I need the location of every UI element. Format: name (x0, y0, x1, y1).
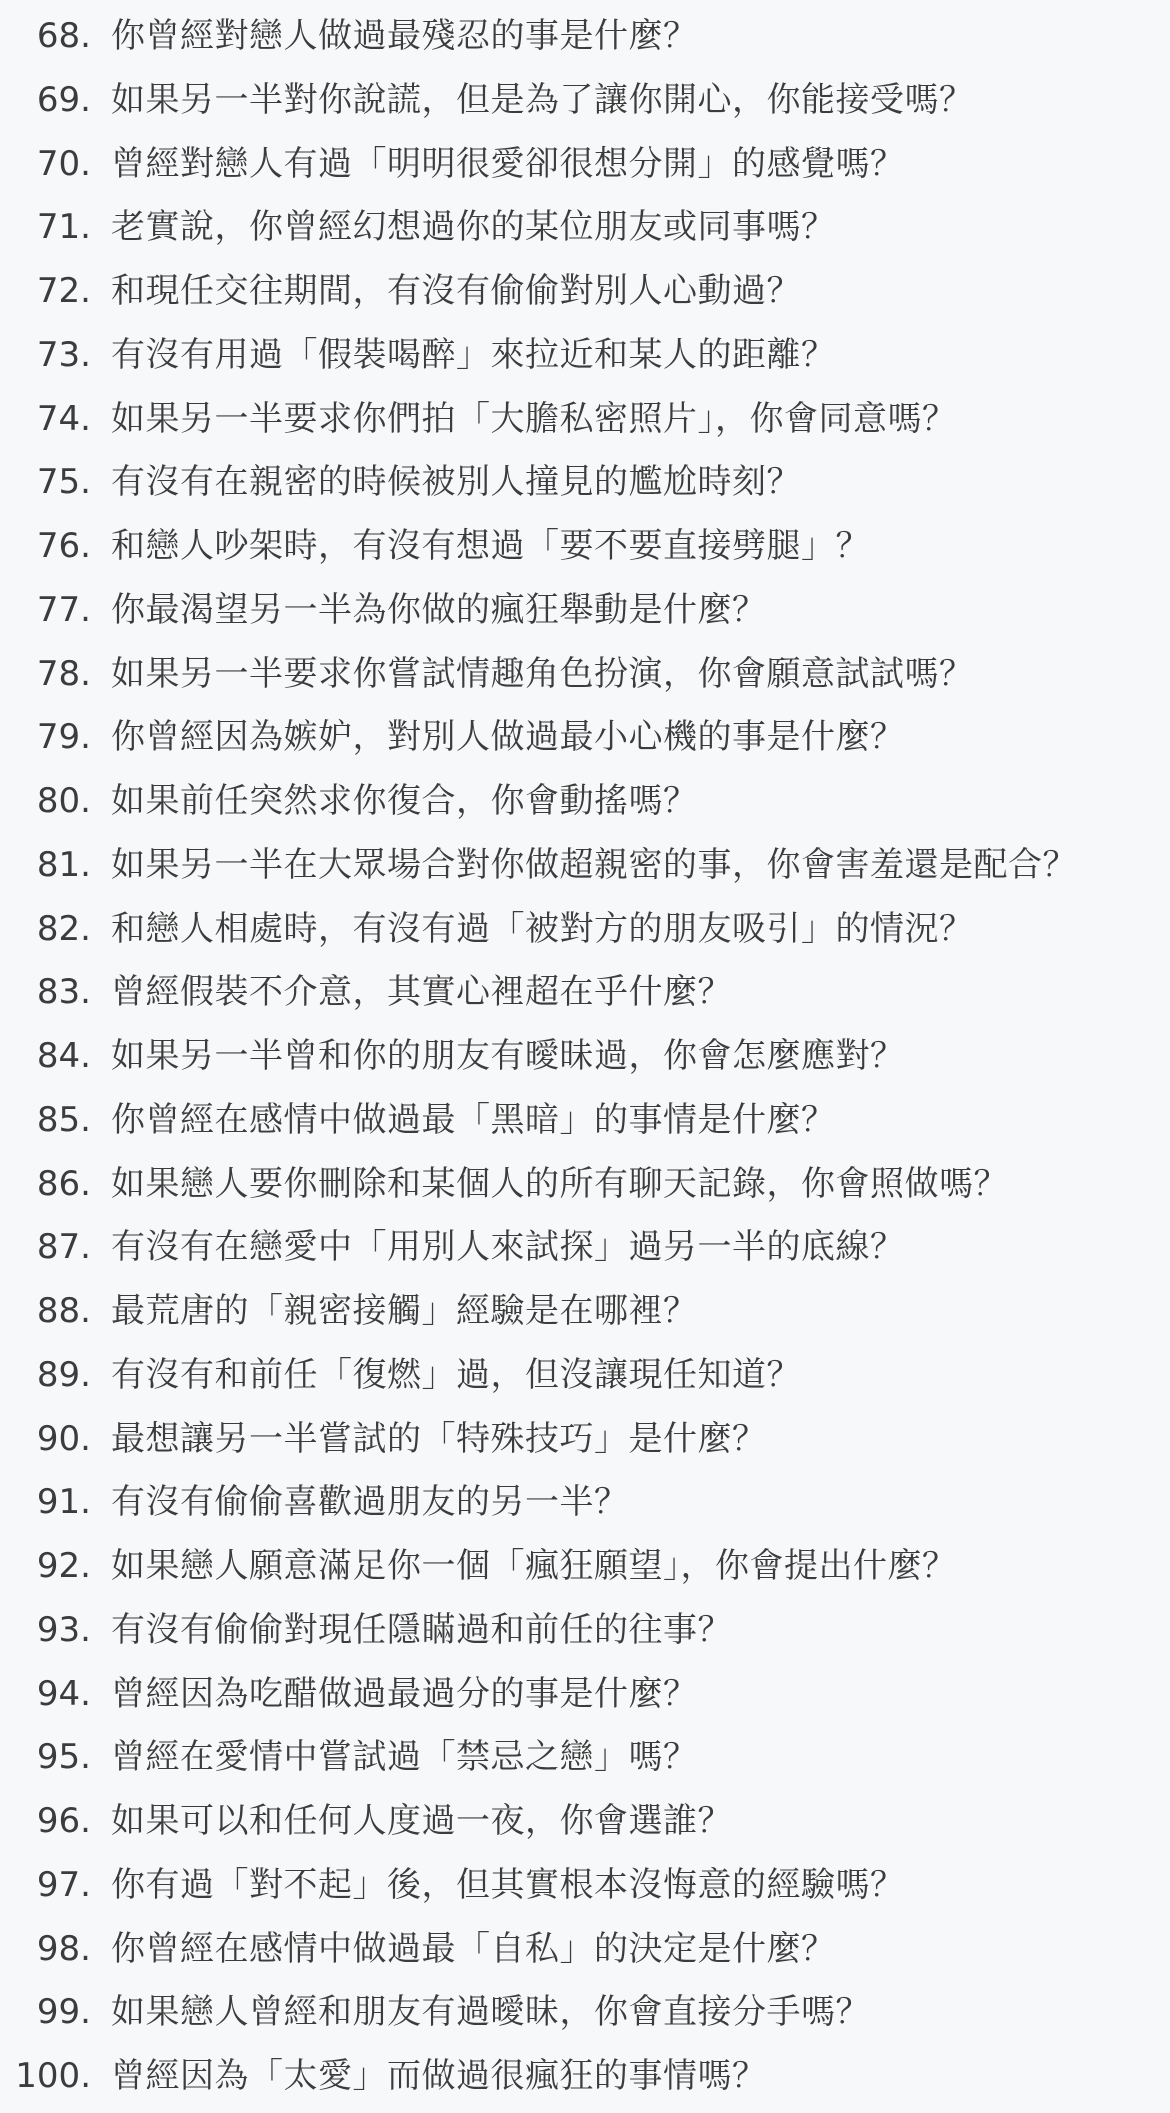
list-item (0, 1981, 1170, 2045)
list-item (0, 1599, 1170, 1663)
list-item (0, 324, 1170, 388)
item-text: 如果另一半在大眾場合對你做超親密的事，你會害羞還是配合？ (111, 844, 1077, 885)
item-number: 98. (36, 1928, 91, 1969)
item-number: 79. (36, 717, 91, 758)
list-item (0, 1025, 1170, 1089)
item-text: 有沒有和前任「復燃」過，但沒讓現任知道？ (111, 1354, 801, 1395)
list-item (0, 5, 1170, 69)
item-number: 92. (36, 1546, 91, 1586)
item-text: 如果戀人願意滿足你一個「瘋狂願望」，你會提出什麼？ (111, 1546, 957, 1586)
list-item (0, 69, 1170, 133)
item-text: 和現任交往期間，有沒有偷偷對別人心動過？ (111, 271, 801, 311)
item-text: 曾經在愛情中嘗試過「禁忌之戀」嗎？ (111, 1737, 698, 1778)
list-item (0, 1918, 1170, 1982)
list-item (0, 388, 1170, 452)
item-number: 82. (36, 908, 91, 949)
list-item (0, 1663, 1170, 1727)
list-item (0, 1471, 1170, 1535)
item-number: 89. (36, 1354, 91, 1395)
list-item (0, 643, 1170, 707)
item-text: 你曾經因為嫉妒，對別人做過最小心機的事是什麼？ (111, 717, 905, 758)
item-number: 75. (36, 462, 91, 503)
item-number: 76. (36, 526, 91, 566)
item-number: 81. (36, 844, 91, 885)
list-item (0, 770, 1170, 834)
list-item (0, 898, 1170, 962)
item-text: 有沒有用過「假裝喝醉」來拉近和某人的距離？ (111, 334, 836, 375)
item-text: 你曾經在感情中做過最「黑暗」的事情是什麼？ (111, 1099, 836, 1140)
item-number: 91. (36, 1482, 91, 1523)
item-text: 和戀人相處時，有沒有過「被對方的朋友吸引」的情況？ (111, 908, 974, 949)
list-item (0, 451, 1170, 515)
list-item (0, 1089, 1170, 1153)
item-number: 77. (36, 589, 91, 630)
item-number: 93. (36, 1609, 91, 1650)
item-number: 87. (36, 1227, 91, 1268)
item-text: 如果另一半曾和你的朋友有曖昧過，你會怎麼應對？ (111, 1036, 905, 1076)
item-number: 100. (15, 2056, 91, 2096)
item-number: 68. (36, 16, 91, 56)
list-item (0, 196, 1170, 260)
item-number: 96. (36, 1801, 91, 1841)
item-number: 97. (36, 1864, 91, 1905)
item-text: 老實說，你曾經幻想過你的某位朋友或同事嗎？ (111, 207, 836, 248)
list-item (0, 1153, 1170, 1217)
list-item (0, 1344, 1170, 1408)
item-number: 99. (36, 1992, 91, 2033)
item-number: 94. (36, 1673, 91, 1714)
item-text: 曾經假裝不介意，其實心裡超在乎什麼？ (111, 972, 732, 1013)
list-item (0, 1408, 1170, 1472)
list-item (0, 961, 1170, 1025)
item-text: 最想讓另一半嘗試的「特殊技巧」是什麼？ (111, 1418, 767, 1459)
item-text: 如果戀人曾經和朋友有過曖昧，你會直接分手嗎？ (111, 1992, 870, 2033)
item-number: 70. (36, 143, 91, 184)
item-text: 如果戀人要你刪除和某個人的所有聊天記錄，你會照做嗎？ (111, 1163, 1008, 1204)
list-item (0, 133, 1170, 197)
item-number: 95. (36, 1737, 91, 1778)
item-text: 曾經對戀人有過「明明很愛卻很想分開」的感覺嗎？ (111, 143, 905, 184)
item-number: 69. (36, 79, 91, 120)
item-text: 如果另一半要求你們拍「大膽私密照片」，你會同意嗎？ (111, 398, 957, 439)
list-item (0, 2045, 1170, 2109)
item-number: 88. (36, 1291, 91, 1331)
item-text: 有沒有偷偷喜歡過朋友的另一半？ (111, 1482, 629, 1523)
item-number: 83. (36, 972, 91, 1013)
list-item (0, 706, 1170, 770)
item-number: 78. (36, 653, 91, 694)
list-item (0, 579, 1170, 643)
item-text: 有沒有在親密的時候被別人撞見的尷尬時刻？ (111, 462, 801, 503)
item-text: 有沒有在戀愛中「用別人來試探」過另一半的底線？ (111, 1227, 905, 1268)
item-text: 如果前任突然求你復合，你會動搖嗎？ (111, 781, 698, 821)
item-number: 80. (36, 781, 91, 821)
item-text: 有沒有偷偷對現任隱瞞過和前任的往事？ (111, 1609, 732, 1650)
item-text: 曾經因為「太愛」而做過很瘋狂的事情嗎？ (111, 2056, 767, 2096)
list-item (0, 260, 1170, 324)
list-item (0, 1280, 1170, 1344)
item-number: 90. (36, 1418, 91, 1459)
item-number: 85. (36, 1099, 91, 1140)
item-number: 84. (36, 1036, 91, 1076)
list-item (0, 1790, 1170, 1854)
item-number: 72. (36, 271, 91, 311)
item-text: 曾經因為吃醋做過最過分的事是什麼？ (111, 1673, 698, 1714)
item-text: 你曾經對戀人做過最殘忍的事是什麼？ (111, 16, 698, 56)
item-number: 73. (36, 334, 91, 375)
item-text: 你有過「對不起」後，但其實根本沒悔意的經驗嗎？ (111, 1864, 905, 1905)
item-text: 最荒唐的「親密接觸」經驗是在哪裡？ (111, 1291, 698, 1331)
item-text: 你曾經在感情中做過最「自私」的決定是什麼？ (111, 1928, 836, 1969)
item-number: 71. (36, 207, 91, 248)
list-item (0, 1216, 1170, 1280)
item-number: 74. (36, 398, 91, 439)
item-text: 你最渴望另一半為你做的瘋狂舉動是什麼？ (111, 589, 767, 630)
item-number: 86. (36, 1163, 91, 1204)
list-item (0, 1854, 1170, 1918)
item-text: 和戀人吵架時，有沒有想過「要不要直接劈腿」？ (111, 526, 870, 566)
list-item (0, 515, 1170, 579)
item-text: 如果另一半要求你嘗試情趣角色扮演，你會願意試試嗎？ (111, 653, 974, 694)
item-text: 如果另一半對你說謊，但是為了讓你開心，你能接受嗎？ (111, 79, 974, 120)
list-item (0, 834, 1170, 898)
list-item (0, 1535, 1170, 1599)
list-item (0, 1726, 1170, 1790)
item-text: 如果可以和任何人度過一夜，你會選誰？ (111, 1801, 732, 1841)
